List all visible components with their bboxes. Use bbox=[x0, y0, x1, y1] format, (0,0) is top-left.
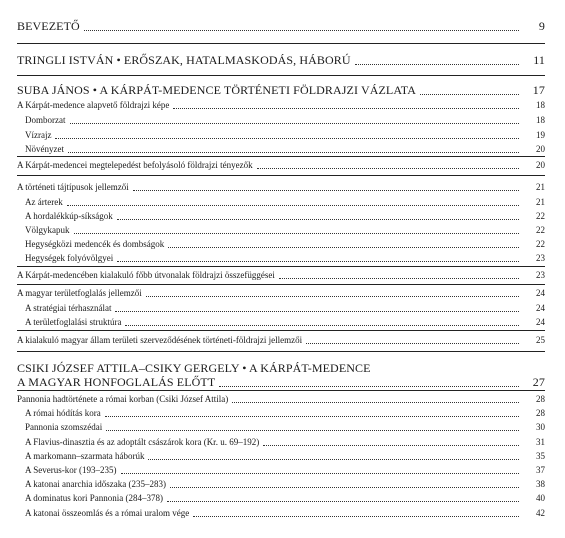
toc-entry-title: A magyar területfoglalás jellemzői bbox=[17, 288, 142, 298]
toc-entry-page: 35 bbox=[536, 451, 545, 461]
dot-leader bbox=[115, 311, 519, 312]
dot-leader bbox=[279, 278, 519, 279]
toc-entry-title: A Kárpát-medencében kialakuló főbb útvonalak földrajzi összefüggései bbox=[17, 270, 275, 280]
toc-entry-title: Pannonia hadtörténete a római korban (Csiki József Attila) bbox=[17, 394, 229, 404]
toc-entry-page: 21 bbox=[536, 182, 545, 192]
dot-leader bbox=[133, 190, 519, 191]
toc-entry-title: A katonai anarchia időszaka (235–283) bbox=[25, 479, 166, 489]
dot-leader bbox=[70, 123, 519, 124]
section-divider bbox=[17, 390, 545, 391]
toc-entry-page: 37 bbox=[536, 465, 545, 475]
toc-entry-csiki-line1[interactable] bbox=[0, 361, 565, 375]
toc-entry-page: 23 bbox=[536, 270, 545, 280]
dot-leader bbox=[55, 138, 519, 139]
toc-entry-alapveto[interactable] bbox=[0, 98, 565, 112]
toc-entry-page: 24 bbox=[536, 288, 545, 298]
toc-entry-title: A MAGYAR HONFOGLALÁS ELŐTT bbox=[17, 375, 216, 389]
toc-entry-page: 31 bbox=[536, 437, 545, 447]
toc-entry-title: BEVEZETŐ bbox=[17, 19, 80, 33]
dot-leader bbox=[121, 473, 519, 474]
toc-entry-title: Domborzat bbox=[25, 115, 66, 125]
dot-leader bbox=[105, 416, 519, 417]
toc-entry-title: A hordalékkúp-síkságok bbox=[25, 211, 113, 221]
toc-entry-title: Völgykapuk bbox=[25, 225, 70, 235]
toc-entry-dominatus[interactable] bbox=[0, 491, 565, 505]
toc-entry-anarchia[interactable] bbox=[0, 477, 565, 491]
dot-leader bbox=[173, 108, 519, 109]
toc-entry-romai-hoditas[interactable] bbox=[0, 406, 565, 420]
toc-entry-hordalekkup[interactable] bbox=[0, 209, 565, 223]
toc-entry-page: 22 bbox=[536, 211, 545, 221]
dot-leader bbox=[355, 64, 519, 65]
dot-leader bbox=[167, 501, 519, 502]
toc-entry-title: A Kárpát-medencei megtelepedést befolyásoló földrajzi tényezők bbox=[17, 160, 253, 170]
toc-entry-title: A stratégiai térhasználat bbox=[25, 303, 112, 313]
toc-entry-csiki-line2[interactable] bbox=[0, 375, 565, 389]
toc-entry-title: A Severus-kor (193–235) bbox=[25, 465, 117, 475]
toc-entry-page: 40 bbox=[536, 493, 545, 503]
toc-entry-title: Pannonia szomszédai bbox=[25, 422, 103, 432]
toc-entry-title: Hegységek folyóvölgyei bbox=[25, 253, 114, 263]
dot-leader bbox=[106, 430, 519, 431]
toc-entry-page: 22 bbox=[536, 239, 545, 249]
toc-entry-page: 24 bbox=[536, 303, 545, 313]
toc-entry-page: 42 bbox=[536, 508, 545, 518]
toc-entry-page: 19 bbox=[536, 130, 545, 140]
dot-leader bbox=[146, 296, 519, 297]
toc-entry-page: 28 bbox=[536, 394, 545, 404]
section-divider bbox=[17, 284, 545, 285]
toc-entry-osszeomlas[interactable] bbox=[0, 506, 565, 520]
dot-leader bbox=[68, 152, 519, 153]
section-divider bbox=[17, 156, 545, 157]
dot-leader bbox=[168, 247, 519, 248]
toc-entry-page: 23 bbox=[536, 253, 545, 263]
dot-leader bbox=[232, 402, 519, 403]
toc-entry-title: A katonai összeomlás és a római uralom vége bbox=[25, 508, 190, 518]
toc-entry-page: 20 bbox=[536, 144, 545, 154]
toc-entry-strategiai[interactable] bbox=[0, 301, 565, 315]
toc-entry-page: 18 bbox=[536, 115, 545, 125]
dot-leader bbox=[219, 386, 519, 387]
toc-entry-page: 24 bbox=[536, 317, 545, 327]
dot-leader bbox=[170, 487, 519, 488]
toc-entry-page: 20 bbox=[536, 160, 545, 170]
toc-entry-page: 22 bbox=[536, 225, 545, 235]
section-divider bbox=[17, 351, 545, 352]
toc-entry-page: 9 bbox=[538, 19, 545, 33]
toc-entry-title: A markomann–szarmata háborúk bbox=[25, 451, 145, 461]
toc-entry-title: A kialakuló magyar állam területi szerveződésének történeti-földrajzi jellemzői bbox=[17, 335, 303, 345]
toc-entry-title: A történeti tájtípusok jellemzői bbox=[17, 182, 129, 192]
toc-entry-page: 30 bbox=[536, 422, 545, 432]
toc-entry-severus[interactable] bbox=[0, 463, 565, 477]
dot-leader bbox=[117, 219, 519, 220]
toc-entry-domborzat[interactable] bbox=[0, 113, 565, 127]
toc-entry-page: 38 bbox=[536, 479, 545, 489]
dot-leader bbox=[117, 261, 519, 262]
toc-entry-flavius[interactable] bbox=[0, 435, 565, 449]
dot-leader bbox=[148, 459, 519, 460]
toc-entry-title: A dominatus kori Pannonia (284–378) bbox=[25, 493, 163, 503]
toc-entry-arterek[interactable] bbox=[0, 195, 565, 209]
toc-entry-szomszedai[interactable] bbox=[0, 420, 565, 434]
dot-leader bbox=[125, 325, 519, 326]
dot-leader bbox=[74, 233, 519, 234]
toc-entry-megtelepedes[interactable] bbox=[0, 158, 565, 172]
toc-entry-title: TRINGLI ISTVÁN • ERŐSZAK, HATALMASKODÁS, HÁBORÚ bbox=[17, 53, 351, 67]
toc-entry-pannonia-hadtortenete[interactable] bbox=[0, 392, 565, 406]
toc-entry-title: SUBA JÁNOS • A KÁRPÁT-MEDENCE TÖRTÉNETI FÖLDRAJZI VÁZLATA bbox=[17, 83, 417, 97]
toc-entry-page: 21 bbox=[536, 197, 545, 207]
section-divider bbox=[17, 266, 545, 267]
section-divider bbox=[17, 175, 545, 176]
toc-entry-tringli[interactable] bbox=[0, 53, 565, 67]
toc-entry-page: 27 bbox=[532, 375, 545, 389]
dot-leader bbox=[67, 205, 519, 206]
dot-leader bbox=[263, 445, 519, 446]
toc-entry-title: Növényzet bbox=[25, 144, 64, 154]
dot-leader bbox=[193, 516, 519, 517]
toc-entry-title: A területfoglalási struktúra bbox=[25, 317, 122, 327]
toc-entry-teruletfoglalas[interactable] bbox=[0, 286, 565, 300]
toc-entry-markomann[interactable] bbox=[0, 449, 565, 463]
toc-entry-utvonalak[interactable] bbox=[0, 268, 565, 282]
toc-entry-page: 28 bbox=[536, 408, 545, 418]
section-divider bbox=[17, 330, 545, 331]
toc-entry-title: A Kárpát-medence alapvető földrajzi képe bbox=[17, 100, 170, 110]
toc-entry-title: A római hódítás kora bbox=[25, 408, 101, 418]
section-divider bbox=[17, 75, 545, 76]
toc-entry-folyovolgyei[interactable] bbox=[0, 251, 565, 265]
toc-entry-suba[interactable] bbox=[0, 83, 565, 97]
toc-entry-struktura[interactable] bbox=[0, 315, 565, 329]
toc-entry-hegysegkozi[interactable] bbox=[0, 237, 565, 251]
toc-entry-allam[interactable] bbox=[0, 333, 565, 347]
toc-entry-novenyzet[interactable] bbox=[0, 142, 565, 156]
toc-entry-bevezeto[interactable] bbox=[0, 19, 565, 33]
toc-entry-page: 17 bbox=[532, 83, 545, 97]
toc-entry-tajtipusok[interactable] bbox=[0, 180, 565, 194]
toc-entry-title: Az árterek bbox=[25, 197, 63, 207]
toc-entry-page: 25 bbox=[536, 335, 545, 345]
toc-entry-page: 11 bbox=[533, 53, 545, 67]
toc-entry-title: A Flavius-dinasztia és az adoptált császárok kora (Kr. u. 69–192) bbox=[25, 437, 260, 447]
dot-leader bbox=[420, 94, 519, 95]
toc-entry-title: Hegységközi medencék és dombságok bbox=[25, 239, 165, 249]
dot-leader bbox=[84, 30, 519, 31]
section-divider bbox=[17, 43, 545, 44]
toc-entry-title: Vízrajz bbox=[25, 130, 52, 140]
toc-entry-volgykapuk[interactable] bbox=[0, 223, 565, 237]
dot-leader bbox=[257, 168, 519, 169]
toc-entry-page: 18 bbox=[536, 100, 545, 110]
toc-entry-vizrajz[interactable] bbox=[0, 128, 565, 142]
toc-entry-title: CSIKI JÓZSEF ATTILA–CSIKY GERGELY • A KÁRPÁT-MEDENCE bbox=[17, 361, 371, 375]
dot-leader bbox=[306, 343, 519, 344]
